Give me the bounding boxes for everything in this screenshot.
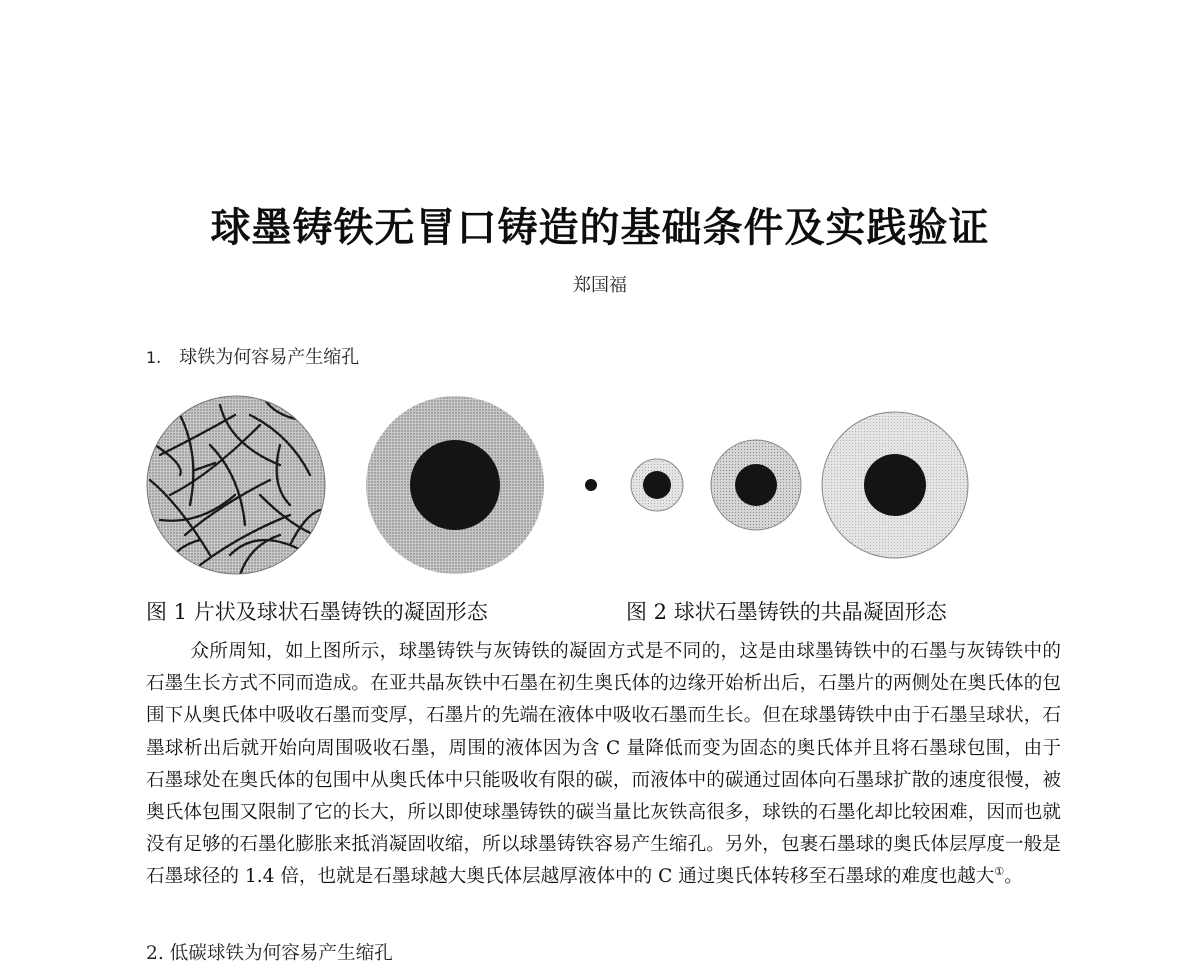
eutectic-stage-1 (585, 479, 597, 491)
paper-title: 球墨铸铁无冒口铸造的基础条件及实践验证 (210, 205, 990, 251)
section-number: 1. (146, 348, 162, 367)
figure-2-caption: 图 2 球状石墨铸铁的共晶凝固形态 (626, 600, 947, 624)
body-paragraph: 众所周知，如上图所示，球墨铸铁与灰铸铁的凝固方式是不同的，这是由球墨铸铁中的石墨与灰铸铁中的石墨生长方式不同而造成。在亚共晶灰铁中石墨在初生奥氏体的边缘开始析出后，石墨片的两侧处在奥氏体的包围下从奥氏体中吸收石墨而变厚，石墨片的先端在液体中吸收石墨而生长。但在球墨铸铁中由于石墨呈球状，石墨球析出后就开始向周围吸收石墨，周围的液体因为含 C 量降低而变为固态的奥氏体并且将石墨球包围，由于石墨球处在奥氏体的包围中从奥氏体中只能吸收有限的碳，而液体中的碳通过固体向石墨球扩散的速度很慢，被奥氏体包围又限制了它的长大，所以即使球墨铸铁的碳当量比灰铁高很多，球铁的石墨化却比较困难，因而也就没有足够的石墨化膨胀来抵消凝固收缩，所以球墨铸铁容易产生缩孔。另外，包裹石墨球的奥氏体层厚度一般是石墨球径的 1.4 倍，也就是石墨球越大奥氏体层越厚液体中的 C 通过奥氏体转移至石墨球的难度也越大①。 (146, 641, 1061, 888)
next-section-heading-partial: 2. 低碳球铁为何容易产生缩孔 (146, 943, 393, 964)
paragraph-text: 众所周知，如上图所示，球墨铸铁与灰铸铁的凝固方式是不同的，这是由球墨铸铁中的石墨与灰铸铁中的石墨生长方式不同而造成。在亚共晶灰铁中石墨在初生奥氏体的边缘开始析出后，石墨片的两侧处在奥氏体的包围下从奥氏体中吸收石墨而变厚，石墨片的先端在液体中吸收石墨而生长。但在球墨铸铁中由于石墨呈球状，石墨球析出后就开始向周围吸收石墨，周围的液体因为含 C 量降低而变为固态的奥氏体并且将石墨球包围，由于石墨球处在奥氏体的包围中从奥氏体中只能吸收有限的碳，而液体中的碳通过固体向石墨球扩散的速度很慢，被奥氏体包围又限制了它的长大，所以即使球墨铸铁的碳当量比灰铁高很多，球铁的石墨化却比较困难，因而也就没有足够的石墨化膨胀来抵消凝固收缩，所以球墨铸铁容易产生缩孔。另外，包裹石墨球的奥氏体层厚度一般是石墨球径的 1.4 倍，也就是石墨球越大奥氏体层越厚液体中的 C 通过奥氏体转移至石墨球的难度也越大 (146, 641, 1061, 888)
figure-1-caption: 图 1 片状及球状石墨铸铁的凝固形态 (146, 600, 488, 624)
section-title: 球铁为何容易产生缩孔 (179, 347, 360, 368)
footnote-marker: ① (994, 865, 1005, 879)
figure-illustrations (140, 385, 980, 595)
flake-graphite-figure (147, 396, 325, 575)
eutectic-stage-3 (711, 440, 801, 530)
figures (140, 385, 980, 595)
section-heading (146, 343, 359, 369)
author-name: 郑国福 (573, 275, 627, 296)
eutectic-stage-2 (631, 459, 683, 511)
eutectic-stage-4 (822, 412, 968, 558)
spheroidal-graphite-figure (366, 396, 544, 574)
